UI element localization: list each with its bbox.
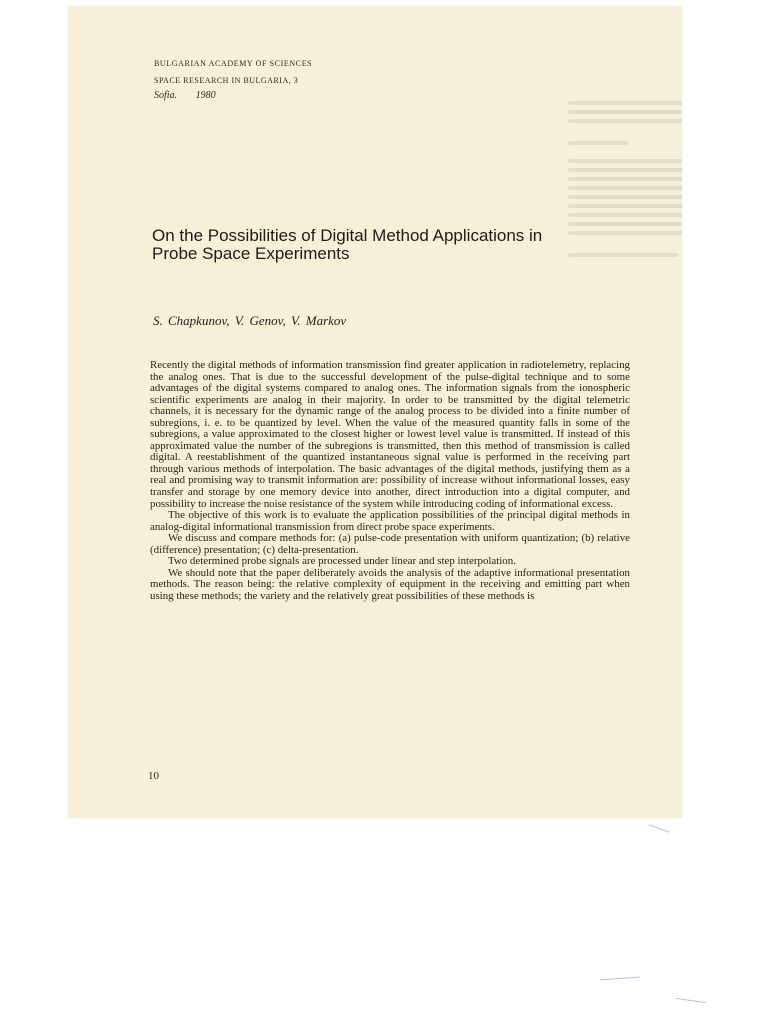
city: Sofia. [154, 90, 178, 101]
publication-place-year [154, 89, 312, 103]
article-body [150, 360, 630, 602]
year: 1980 [195, 90, 216, 101]
journal-header [154, 58, 312, 103]
paragraph: We discuss and compare methods for: (a) pulse-code presentation with uniform quantization; (b) relative (difference) presentation; (c) delta-presentation. [150, 532, 630, 556]
article-title: On the Possibilities of Digital Method Applications in Probe Space Experiments [152, 226, 543, 263]
document-page [68, 6, 682, 818]
paragraph: We should note that the paper deliberately avoids the analysis of the adaptive informational presentation methods. The reason being: the relative complexity of equipment in the receiving and emitting part when using these methods; the variety and the relatively great possibilities of these methods is [150, 566, 630, 602]
paragraph: Recently the digital methods of information transmission find greater application in radiotelemetry, replacing the analog ones. That is due to the successful development of the pulse-digital technique and to some advantages of the digital systems compared to analog ones. The information signals from the ionospheric scientific experiments are analog in their majority. In order to be transmitted by the digital telemetric channels, it is necessary for the dynamic range of the analog process to be divided into a finite number of subregions, i. e. to be quantized by level. When the value of the measured quantity falls in some of the subregions, a value approximated to the closest higher or lowest level value is transmitted. If instead of this approximated value the number of the subregions is transmitted, then this method of transmission is called digital. A reestablishment of the quantized instantaneous signal value is performed in the receiving part through various methods of interpolation. The basic advantages of the digital methods, justifying them as a real and promising way to transmit information are: possibility of increase without informational losses, easy transfer and storage by one memory device into another, direct introduction into a digital computer, and possibility to increase the noise resistance of the system while introducing coding of informational excess. [150, 359, 630, 510]
article-authors: S. Chapkunov, V. Genov, V. Markov [153, 313, 347, 328]
organization-name: BULGARIAN ACADEMY OF SCIENCES [154, 59, 313, 68]
series-name: SPACE RESEARCH IN BULGARIA, 3 [154, 76, 299, 85]
show-through-from-reverse [568, 96, 682, 296]
paragraph: The objective of this work is to evaluate the application possibilities of the principal digital methods in analog-digital informational transmission from direct probe space experiments. [150, 509, 630, 533]
paragraph: Two determined probe signals are processed under linear and step interpolation. [168, 555, 516, 568]
page-number: 10 [148, 770, 159, 782]
